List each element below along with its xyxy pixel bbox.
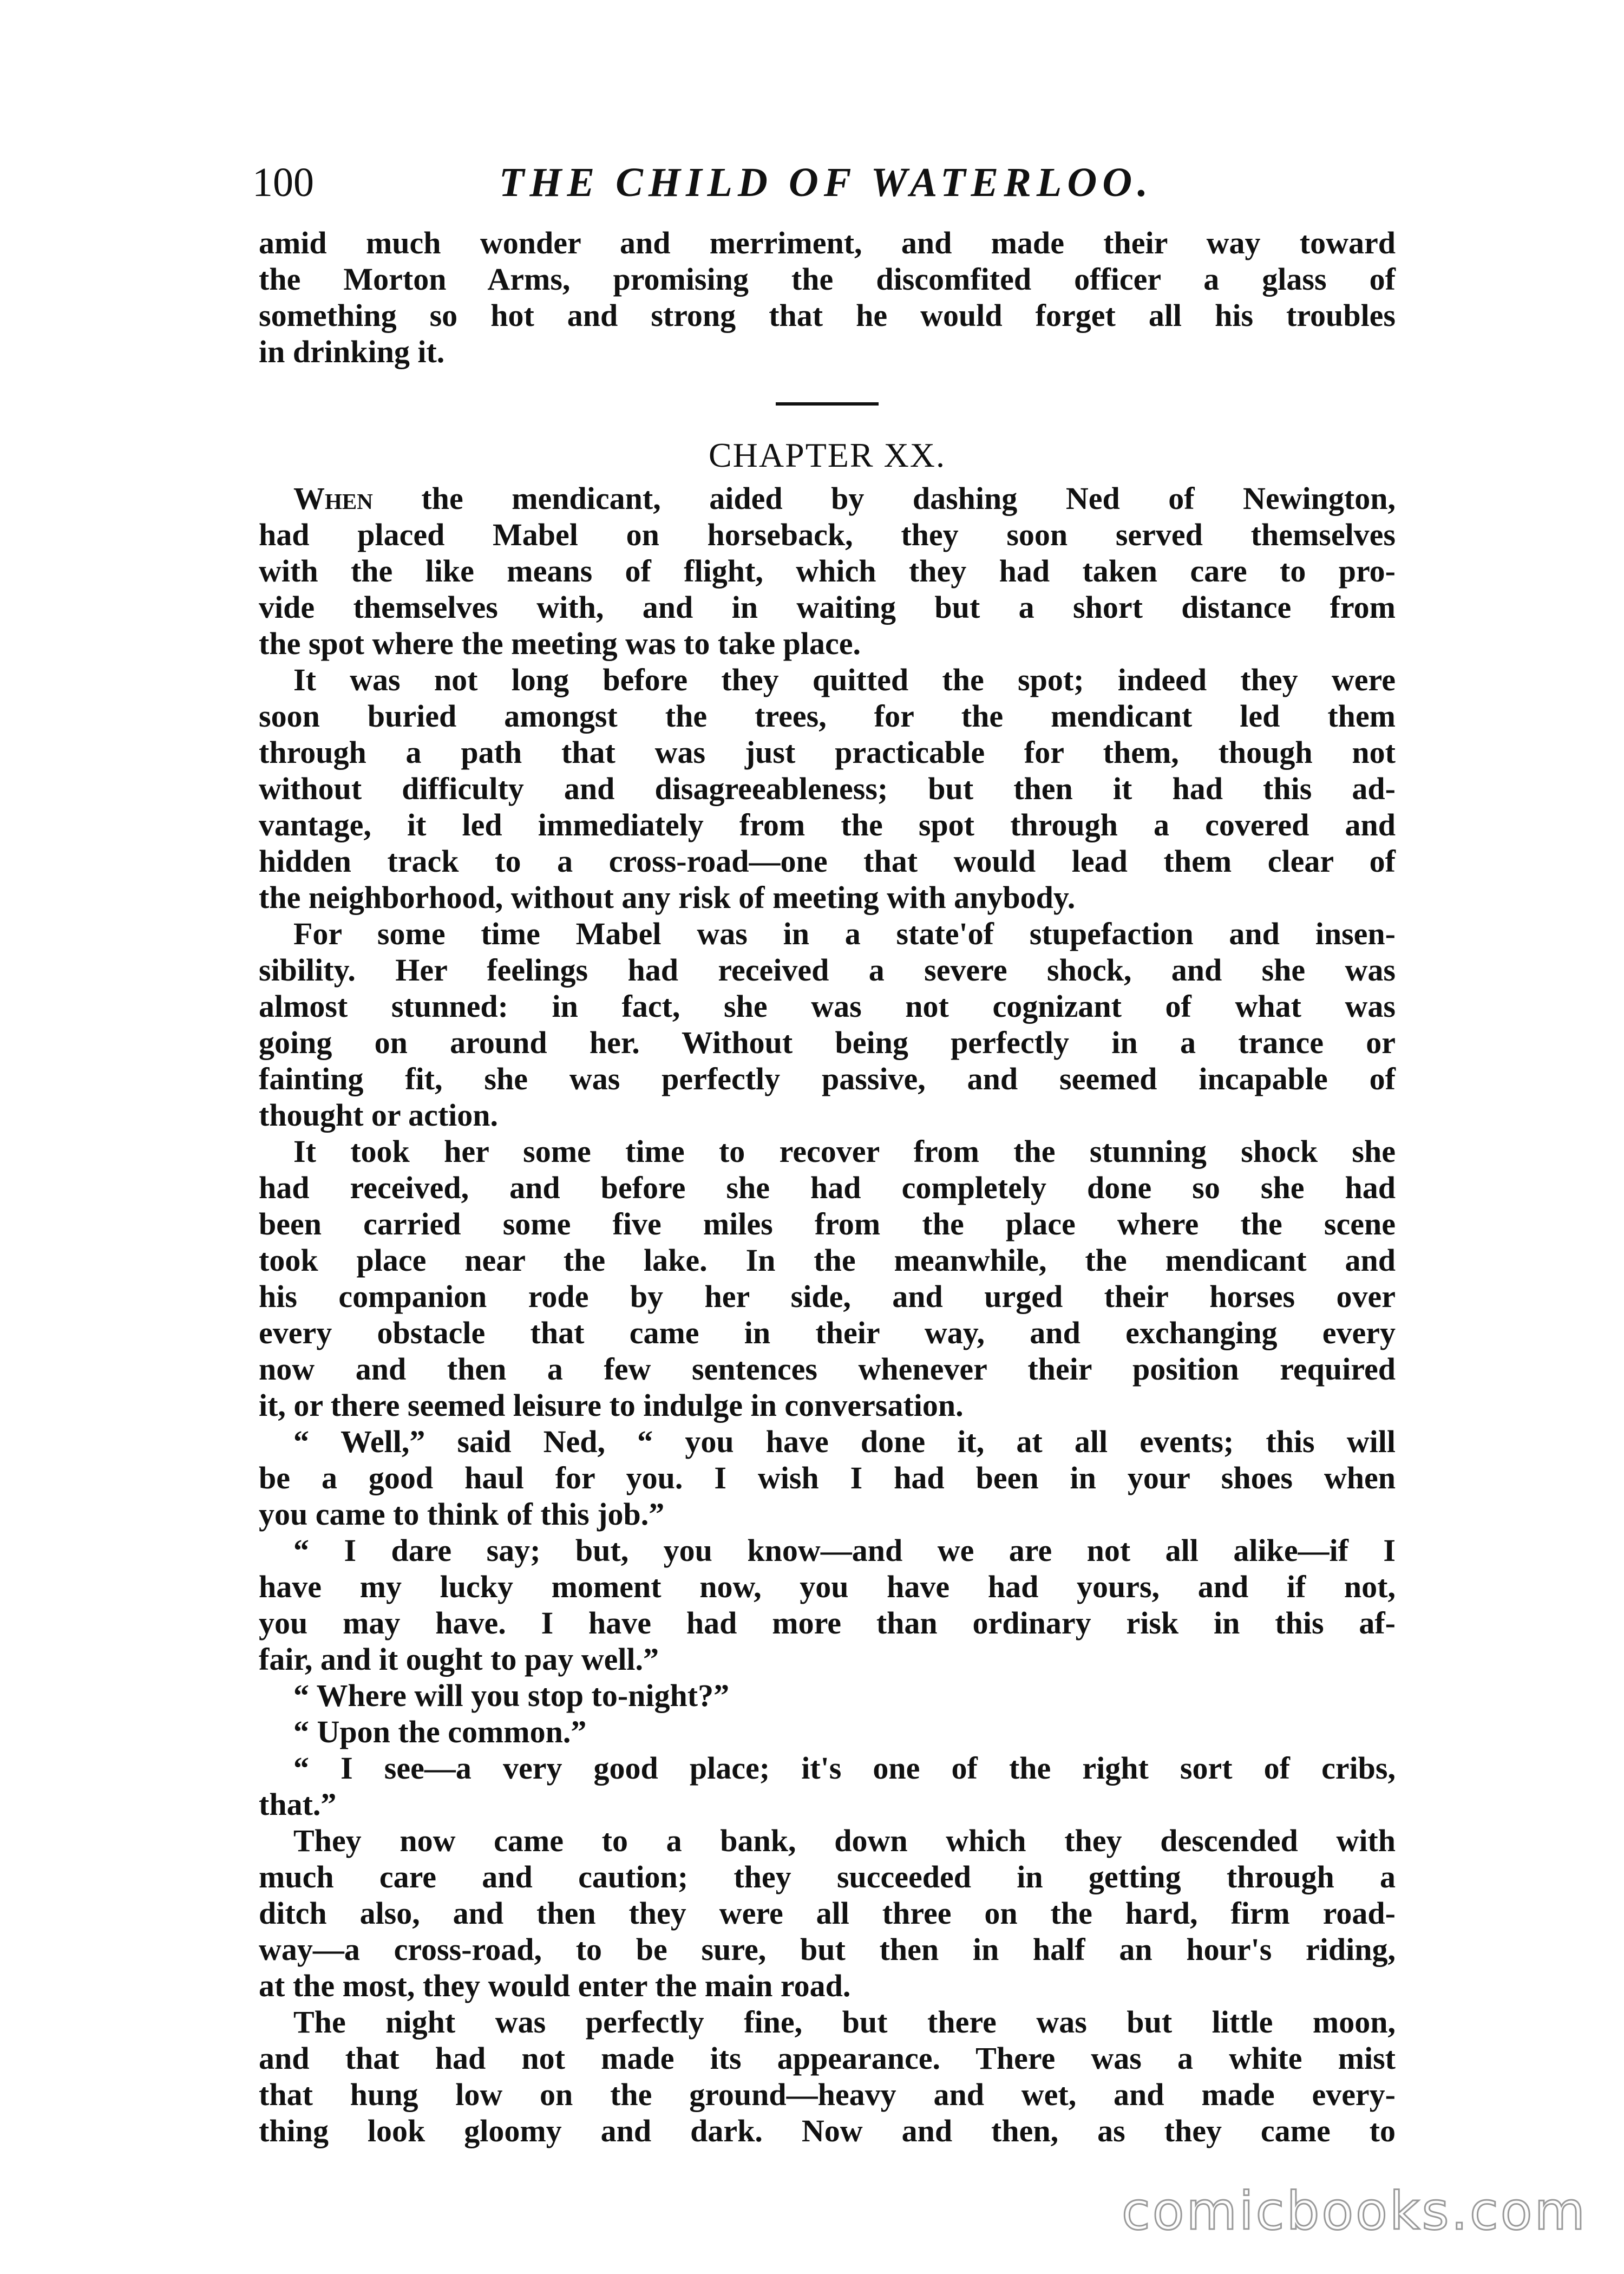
paragraph <box>259 1532 1396 1677</box>
text-line: going on around her. Without being perfectly in a trance or <box>259 1025 1396 1060</box>
drop-word: When <box>293 481 373 516</box>
text-line: For some time Mabel was in a state'of stupefaction and insen- <box>293 916 1396 951</box>
paragraph <box>259 916 1396 1133</box>
chapter-heading: CHAPTER XX. <box>708 436 946 474</box>
text-line: thought or action. <box>259 1097 499 1133</box>
text-line: that.” <box>259 1787 337 1822</box>
text-line: in drinking it. <box>259 334 445 369</box>
text-line: have my lucky moment now, you have had yours, and if not, <box>259 1569 1396 1604</box>
text-line: They now came to a bank, down which they descended with <box>293 1823 1396 1858</box>
text-line: sibility. Her feelings had received a severe shock, and she was <box>259 952 1396 988</box>
text-line: his companion rode by her side, and urged their horses over <box>259 1279 1396 1314</box>
text-line: you came to think of this job.” <box>259 1497 665 1532</box>
text-line: the neighborhood, without any risk of meeting with anybody. <box>259 880 1076 915</box>
paragraph <box>259 480 1396 662</box>
text-line: the Morton Arms, promising the discomfited officer a glass of <box>259 262 1396 297</box>
text-line: fair, and it ought to pay well.” <box>259 1642 659 1677</box>
text-line-rest: the mendicant, aided by dashing Ned of Newington, <box>372 481 1396 516</box>
text-line: had received, and before she had completely done so she had <box>259 1170 1396 1205</box>
opening-paragraph <box>259 225 1396 370</box>
text-line: vantage, it led immediately from the spot through a covered and <box>259 807 1396 842</box>
text-line: “ I dare say; but, you know—and we are not all alike—if I <box>293 1533 1396 1568</box>
text-line: almost stunned: in fact, she was not cognizant of what was <box>259 989 1396 1024</box>
running-head <box>252 153 1400 212</box>
paragraph <box>259 1750 1396 1822</box>
text-line: took place near the lake. In the meanwhile, the mendicant and <box>259 1243 1396 1278</box>
text-line: “ I see—a very good place; it's one of the right sort of cribs, <box>293 1750 1396 1786</box>
body-text <box>259 225 1396 2149</box>
text-line: now and then a few sentences whenever their position required <box>259 1351 1396 1387</box>
text-line: had placed Mabel on horseback, they soon served themselves <box>259 517 1396 552</box>
text-line: fainting fit, she was perfectly passive, and seemed incapable of <box>259 1061 1396 1096</box>
text-line: It was not long before they quitted the spot; indeed they were <box>293 662 1396 697</box>
text-line: been carried some five miles from the place where the scene <box>259 1206 1396 1241</box>
paragraph <box>259 1423 1396 1532</box>
text-line: the spot where the meeting was to take place. <box>259 626 861 661</box>
paragraph <box>259 1133 1396 1423</box>
section-divider-rule <box>776 402 879 406</box>
text-line: much care and caution; they succeeded in getting through a <box>259 1859 1396 1894</box>
text-line <box>259 480 1396 517</box>
paragraph <box>259 1677 1396 1714</box>
text-line: hidden track to a cross-road—one that would lead them clear of <box>259 844 1396 879</box>
text-line: you may have. I have had more than ordinary risk in this af- <box>259 1605 1396 1641</box>
text-line: and that had not made its appearance. There was a white mist <box>259 2041 1396 2076</box>
text-line: “ Upon the common.” <box>293 1714 587 1749</box>
watermark: comicbooks.com <box>1121 2181 1587 2242</box>
paragraph <box>259 2004 1396 2149</box>
paragraph <box>259 1714 1396 1750</box>
text-line: amid much wonder and merriment, and made their way toward <box>259 225 1396 260</box>
text-line: “ Well,” said Ned, “ you have done it, at all events; this will <box>293 1424 1396 1459</box>
text-line: something so hot and strong that he would forget all his troubles <box>259 298 1396 333</box>
running-title: THE CHILD OF WATERLOO. <box>499 160 1154 205</box>
text-line: thing look gloomy and dark. Now and then, as they came to <box>259 2113 1396 2148</box>
text-line: without difficulty and disagreeableness; but then it had this ad- <box>259 771 1396 806</box>
text-line: The night was perfectly fine, but there was but little moon, <box>293 2004 1396 2040</box>
paragraph <box>259 1822 1396 2004</box>
text-line: every obstacle that came in their way, and exchanging every <box>259 1315 1396 1350</box>
text-line: it, or there seemed leisure to indulge in conversation. <box>259 1388 964 1423</box>
text-line: It took her some time to recover from the stunning shock she <box>293 1134 1396 1169</box>
page-number: 100 <box>252 160 314 205</box>
paragraph <box>259 662 1396 916</box>
text-line: vide themselves with, and in waiting but a short distance from <box>259 590 1396 625</box>
text-line: that hung low on the ground—heavy and wet, and made every- <box>259 2077 1396 2112</box>
text-line: way—a cross-road, to be sure, but then in half an hour's riding, <box>259 1932 1396 1967</box>
text-line: “ Where will you stop to-night?” <box>293 1678 730 1713</box>
text-line: be a good haul for you. I wish I had been in your shoes when <box>259 1460 1396 1495</box>
text-line: through a path that was just practicable for them, though not <box>259 735 1396 770</box>
text-line: soon buried amongst the trees, for the mendicant led them <box>259 698 1396 734</box>
text-line: at the most, they would enter the main road. <box>259 1968 851 2003</box>
text-line: ditch also, and then they were all three on the hard, firm road- <box>259 1896 1396 1931</box>
text-line: with the like means of flight, which they had taken care to pro- <box>259 553 1396 589</box>
